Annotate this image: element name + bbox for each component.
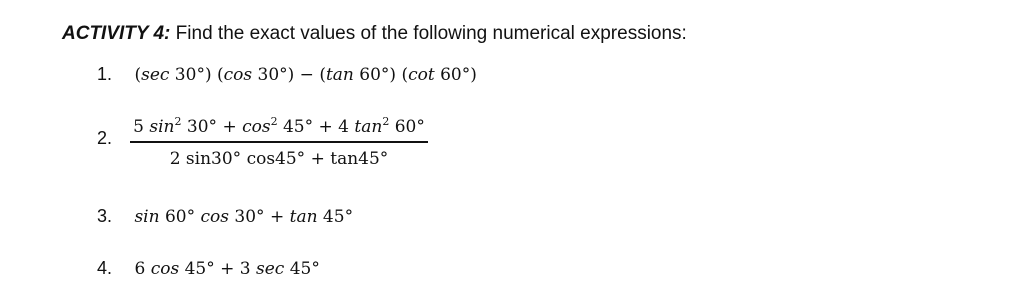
problem-number: 3. xyxy=(97,206,113,226)
problem-number: 1. xyxy=(97,64,113,84)
problem-item-1 xyxy=(97,64,477,85)
problem-expression: (sec 30°) (cos 30°) − (tan 60°) (cot 60°) xyxy=(134,65,477,85)
fraction-numerator: 5 $\sin^2 30^\circ + \cos^2 45^\circ + 4$ $\tan^2 60^\circ$ xyxy=(133,115,425,137)
activity-instruction: Find the exact values of the following numerical expressions: xyxy=(175,23,687,44)
problem-number: 2. xyxy=(97,128,113,148)
problem-expression: 6 cos 45° + 3 sec 45° xyxy=(134,259,320,279)
problem-number: 4. xyxy=(97,258,113,278)
activity-label: ACTIVITY 4: xyxy=(62,23,171,44)
problem-item-2 xyxy=(97,128,130,149)
problem-expression: sin 60° cos 30° + tan 45° xyxy=(134,207,354,227)
problem-item-3 xyxy=(97,206,353,227)
activity-heading xyxy=(62,23,687,45)
fraction-denominator: 2 sin30° cos45° + tan45° xyxy=(169,149,389,169)
problem-item-4 xyxy=(97,258,320,279)
fraction-expression xyxy=(128,113,430,171)
